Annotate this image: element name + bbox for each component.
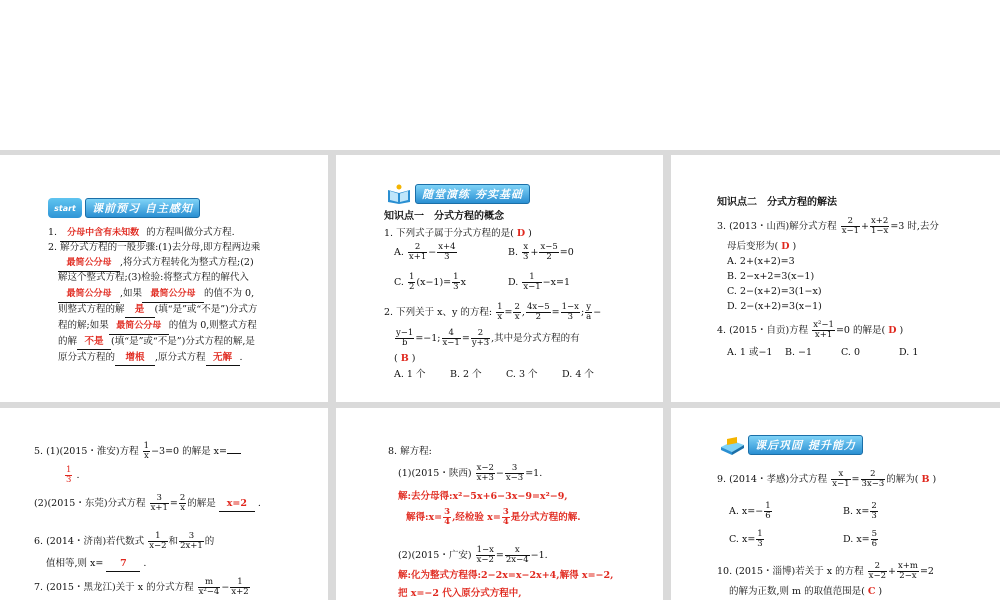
option-label: A. — [394, 247, 404, 258]
fraction: $\frac{1}{x-2}$ — [149, 531, 167, 551]
option-list — [727, 345, 918, 360]
question-text: 4. (2015・自贡)方程 — [717, 325, 809, 336]
section-heading: 知识点一 分式方程的概念 — [384, 211, 504, 222]
question-text: 7. (2015・黑龙江)关于 x 的分式方程 — [34, 582, 194, 593]
fraction: $\frac{y}{a}$ — [586, 302, 592, 322]
answer-mark: D — [516, 228, 526, 239]
option: D. 4 个 — [562, 369, 594, 380]
fraction: $\frac{4}{x-1}$ — [442, 328, 460, 348]
slide-preview[interactable]: 8. 解方程: (1)(2015・陕西) $\frac{x-2}{x+3}$ − $\frac{3}{x-3}$ =1. 解:去分母得:x²−5x+6−3x−9=x²−9, 解得:x= $\frac{3}{4}$ ,经检验 x= $\frac{3}{4}$ 是分式方程的解. (2)(2015・广安) $\frac{1-x}{x-2}$ = $\frac{x}{2x-4}$ −1. 解:化为整式方程得:2−2x=x−2x+4,解得 x=−2, 把 x=−2 代入原分式方程中, — [336, 408, 663, 600]
answer-blank — [227, 453, 241, 454]
fraction: $\frac{x-2}{x+3}$ — [476, 463, 494, 483]
option-list — [394, 367, 594, 382]
slide-preview[interactable]: 随堂演练 夯实基础 知识点一 分式方程的概念 1. 下列式子属于分式方程的是( D ) A. $\frac{2}{x+1}$ − $\frac{x+4}{3}$ B. $\frac{x}{3}$ + $\frac{x-5}{2}$ =0 C. $\frac{1}{2}$ (x−1)= $\frac{1}{3}$ x D. $\frac{1}{x-1}$ −x=1 2. 下列关于 x、y 的方程: $\frac{1}{x}$ = $\frac{2}{x}$ , $\frac{4x-5}{2}$ = $\frac{1-x}{3}$ ; $\frac{y}{a}$ − $\frac{y-1}{b}$ =−1; $\frac{4}{x-1}$ = $\frac{2}{y+3}$ ,其中是分式方程的有 ( B ) A. 1 个 B. 2 个 C. 3 个 D. 4 个 — [336, 155, 663, 402]
option: D. 1 — [899, 347, 919, 358]
question-text: 6. (2014・济南)若代数式 — [34, 536, 145, 547]
question-text: 1. 下列式子属于分式方程的是( — [384, 228, 514, 239]
answer-blank: 7 — [106, 556, 140, 572]
slide-preview[interactable]: 课后巩固 提升能力 9. (2014・孝感)分式方程 $\frac{x}{x-1}$ = $\frac{2}{3x-3}$ 的解为( B ) A. x=− $\frac{1}{6}$ B. x= $\frac{2}{3}$ C. x= $\frac{1}{3}$ D. x= $\frac{5}{6}$ 10. (2015・淄博)若关于 x 的方程 $\frac{2}{x-2}$ + $\frac{x+m}{2-x}$ =2 的解为正数,则 m 的取值范围是( C ) — [671, 408, 1000, 600]
question-text: 解这个整式方程;(3)检验:将整式方程的解代入 — [58, 272, 249, 283]
fraction: $\frac{1}{x}$ — [497, 302, 503, 322]
fraction: $\frac{x+2}{1-x}$ — [871, 216, 889, 236]
question-text: 8. 解方程: — [388, 446, 432, 457]
fraction: $\frac{1}{2}$ — [408, 272, 415, 292]
question-text: 母后变形为( — [727, 241, 779, 252]
fraction: $\frac{1}{x}$ — [143, 441, 150, 461]
question-text: ,将分式方程转化为整式方程;(2) — [120, 257, 254, 268]
solution-text: 解得:x= — [406, 512, 443, 523]
fraction: $\frac{3}{x+1}$ — [150, 493, 168, 513]
question-text: 的解为( — [886, 474, 919, 485]
option-label: D. — [508, 277, 519, 288]
fraction: $\frac{\text{x²−1}}{x+1}$ — [813, 320, 834, 340]
option: B. 2 个 — [450, 369, 482, 380]
answer-mark: B — [400, 353, 409, 364]
question-text: 5. (1)(2015・淮安)方程 — [34, 446, 139, 457]
fraction: $\frac{1-x}{x-2}$ — [476, 545, 494, 565]
answer-mark: B — [921, 474, 930, 485]
question-text: (填“是”或“不是”)分式方程的解,是 — [111, 336, 255, 347]
question-number: 1. — [48, 227, 58, 238]
answer-blank: 最简公分母 — [58, 256, 120, 272]
question-text: 的值不为 0, — [204, 288, 255, 299]
solution-text: 是分式方程的解. — [510, 512, 581, 523]
option: A. 2+(x+2)=3 — [727, 256, 795, 267]
fraction: $\frac{x}{2x-4}$ — [505, 545, 529, 565]
banner-title: 课前预习 自主感知 — [85, 198, 200, 218]
question-text: 和 — [168, 536, 179, 547]
solution-text: 把 x=−2 代入原分式方程中, — [398, 588, 522, 599]
question-text: =3 时,去分 — [890, 221, 939, 232]
answer-blank: 最简公分母 — [58, 287, 120, 303]
book-icon — [719, 435, 745, 455]
answer-fraction: $\frac{3}{4}$ — [444, 507, 451, 527]
fraction: $\frac{y-1}{b}$ — [396, 328, 414, 348]
question-text: 的解 — [58, 336, 78, 347]
question-text: (2)(2015・东莞)分式方程 — [34, 498, 146, 509]
fraction: $\frac{2}{x-1}$ — [841, 216, 860, 236]
option-label: C. — [394, 277, 404, 288]
answer-fraction: $\frac{3}{4}$ — [502, 507, 509, 527]
fraction: $\frac{2}{x+1}$ — [408, 242, 427, 262]
question-text: 9. (2014・孝感)分式方程 — [717, 474, 828, 485]
option: A. 1 或−1 — [727, 347, 773, 358]
fraction: $\frac{2}{x}$ — [179, 493, 186, 513]
option: A. 1 个 — [394, 369, 426, 380]
question-text: (1)(2015・陕西) — [398, 468, 472, 479]
slide-preview[interactable]: 5. (1)(2015・淮安)方程 $\frac{1}{x}$ −3=0 的解是 x= $\frac{1}{3}$ . (2)(2015・东莞)分式方程 $\frac{3}{x+1}$ = $\frac{2}{x}$ 的解是 x=2 . 6. (2014・济南)若代数式 $\frac{1}{x-2}$ 和 $\frac{3}{2x+1}$ 的 值相等,则 x= 7 . 7. (2015・黑龙江)关于 x 的分式方程 $\frac{m}{\text{x²−4}}$ − $\frac{1}{x+2}$ — [0, 408, 328, 600]
fraction: $\frac{3}{x-3}$ — [505, 463, 524, 483]
question-text: 的解是 — [187, 498, 216, 509]
fraction: $\frac{1-x}{3}$ — [561, 302, 579, 322]
answer-blank: 增根 — [115, 350, 155, 366]
question-text: 值相等,则 x= — [46, 558, 104, 569]
fraction: $\frac{x-5}{2}$ — [540, 242, 558, 262]
option: C. 3 个 — [506, 369, 538, 380]
fraction: $\frac{1}{x+2}$ — [231, 577, 249, 597]
fraction: $\frac{x+4}{3}$ — [438, 242, 456, 262]
question-text: =2 — [919, 566, 934, 577]
option: D. x= $\frac{5}{6}$ — [843, 529, 878, 549]
answer-blank: 分母中含有未知数 — [60, 226, 146, 242]
question-text: 的方程叫做分式方程. — [146, 227, 235, 238]
answer-mark: D — [781, 241, 790, 252]
question-text: 的值为 0,则整式方程 — [168, 320, 257, 331]
fraction: $\frac{4x-5}{2}$ — [526, 302, 550, 322]
answer-blank: x=2 — [219, 496, 255, 512]
option: B. 2−x+2=3(x−1) — [727, 271, 815, 282]
question-text: ,其中是分式方程的有 — [491, 333, 580, 344]
option: B. −1 — [785, 347, 813, 358]
section-banner — [386, 183, 530, 205]
question-text: (填“是”或“不是”)分式方 — [154, 304, 258, 315]
question-text: 的解为正数,则 m 的取值范围是( — [729, 586, 865, 597]
option-label: B. — [508, 247, 519, 258]
fraction: $\frac{2}{x}$ — [514, 302, 520, 322]
question-text: . — [239, 352, 243, 363]
question-text: 程的解;如果 — [58, 320, 109, 331]
banner-title: 随堂演练 夯实基础 — [415, 184, 530, 204]
question-text: 2. 解分式方程的一般步骤:(1)去分母,即方程两边乘 — [48, 242, 261, 253]
question-text: 则整式方程的解 — [58, 304, 125, 315]
answer-mark: C — [867, 586, 876, 597]
question-text: −3=0 的解是 x= — [151, 446, 227, 457]
option: A. x=− $\frac{1}{6}$ — [729, 501, 771, 521]
answer-blank: 无解 — [206, 350, 240, 366]
answer-blank: 最简公分母 — [142, 287, 204, 303]
answer-blank: 最简公分母 — [109, 319, 169, 335]
start-icon: start — [48, 198, 82, 218]
fraction: $\frac{3}{2x+1}$ — [180, 531, 203, 551]
solution-text: ,经检验 x= — [452, 512, 501, 523]
slide-preview[interactable]: 知识点二 分式方程的解法 3. (2013・山西)解分式方程 $\frac{2}{x-1}$ + $\frac{x+2}{1-x}$ =3 时,去分 母后变形为( D ) A. 2+(x+2)=3 B. 2−x+2=3(x−1) C. 2−(x+2)=3(1−x) D. 2−(x+2)=3(x−1) 4. (2015・自贡)方程 $\frac{\text{x²−1}}{x+1}$ =0 的解是( D ) A. 1 或−1 B. −1 C. 0 D. 1 — [671, 155, 1000, 402]
option: D. 2−(x+2)=3(x−1) — [727, 301, 822, 312]
fraction: $\frac{2}{3x-3}$ — [861, 469, 885, 489]
section-banner — [719, 434, 863, 456]
option: B. x= $\frac{2}{3}$ — [843, 501, 877, 521]
fraction: $\frac{2}{y+3}$ — [471, 328, 490, 348]
question-text: (2)(2015・广安) — [398, 550, 472, 561]
question-text: 10. (2015・淄博)若关于 x 的方程 — [717, 566, 864, 577]
option: C. 2−(x+2)=3(1−x) — [727, 286, 822, 297]
question-text: 原分式方程的 — [58, 352, 116, 363]
fraction: $\frac{x}{3}$ — [523, 242, 529, 262]
question-text: ) — [528, 228, 532, 239]
question-text: ,如果 — [120, 288, 143, 299]
banner-title: 课后巩固 提升能力 — [748, 435, 863, 455]
question-text: 3. (2013・山西)解分式方程 — [717, 221, 837, 232]
question-text: ,原分式方程 — [155, 352, 206, 363]
solution-text: 解:去分母得:x²−5x+6−3x−9=x²−9, — [398, 491, 568, 502]
answer-blank: 是 — [125, 302, 155, 318]
question-text: 2. 下列关于 x、y 的方程: — [384, 307, 493, 318]
fraction: $\frac{m}{\text{x²−4}}$ — [198, 577, 220, 597]
section-banner — [48, 197, 200, 219]
answer-blank: 不是 — [77, 334, 111, 350]
fraction: $\frac{1}{x-1}$ — [523, 272, 541, 292]
fraction: $\frac{2}{x-2}$ — [868, 561, 886, 581]
fraction: $\frac{x}{x-1}$ — [832, 469, 850, 489]
answer-mark: D — [888, 325, 897, 336]
slide-preview[interactable] — [0, 155, 328, 402]
book-icon — [386, 184, 412, 204]
question-text: =0 的解是( — [835, 325, 886, 336]
option: C. 0 — [841, 347, 861, 358]
solution-text: 解:化为整式方程得:2−2x=x−2x+4,解得 x=−2, — [398, 570, 614, 581]
fraction: $\frac{1}{3}$ — [453, 272, 459, 292]
question-text: 的 — [204, 536, 215, 547]
fraction: $\frac{x+m}{2-x}$ — [897, 561, 918, 581]
answer-fraction: $\frac{1}{3}$ — [66, 465, 72, 485]
section-heading: 知识点二 分式方程的解法 — [717, 197, 837, 208]
option: C. x= $\frac{1}{3}$ — [729, 529, 763, 549]
